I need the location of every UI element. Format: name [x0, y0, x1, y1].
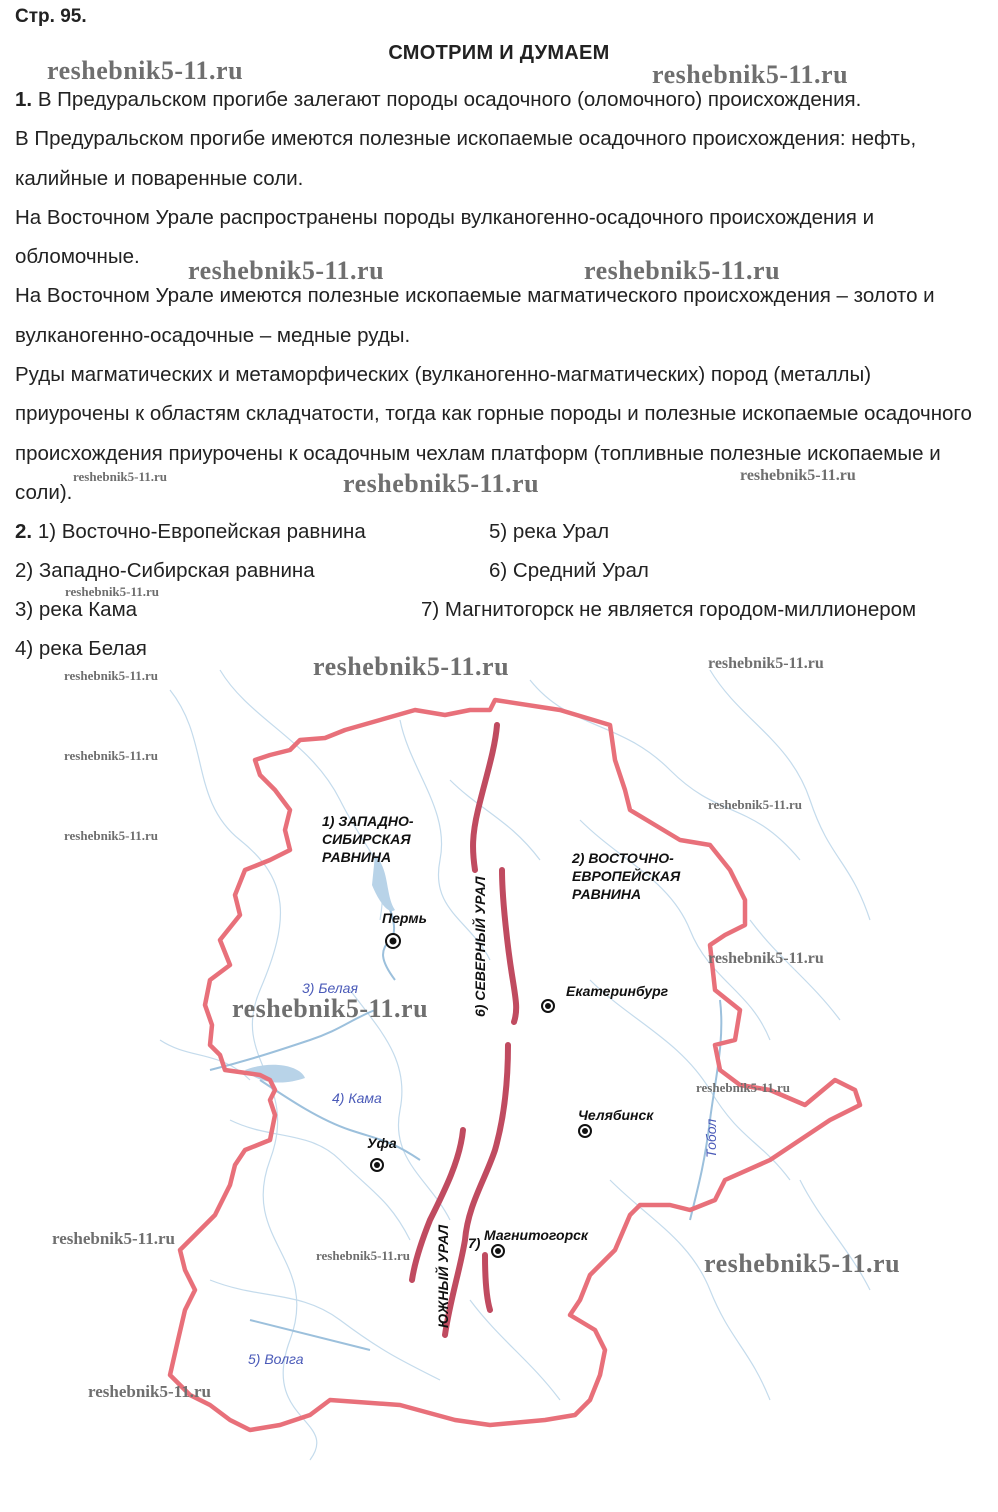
answer-item-2: 2) Западно-Сибирская равнина — [15, 559, 315, 582]
watermark: reshebnik5-11.ru — [708, 797, 803, 812]
page-reference: Стр. 95. — [15, 6, 87, 27]
answer-item-3: 3) река Кама — [15, 598, 138, 621]
ural-ridges — [412, 725, 516, 1335]
city-label-perm: Пермь — [382, 910, 427, 926]
label-south-ural: ЮЖНЫЙ УРАЛ — [435, 1224, 451, 1328]
watermark: reshebnik5-11.ru — [88, 1382, 211, 1401]
ural-region-map — [150, 660, 880, 1470]
answer-item-4: 4) река Белая — [15, 637, 147, 660]
city-marker-dot — [374, 1162, 380, 1168]
watermark: reshebnik5-11.ru — [73, 469, 168, 484]
city-marker-dot — [582, 1128, 588, 1134]
watermark: reshebnik5-11.ru — [65, 584, 160, 599]
label-river-volga: 5) Волга — [248, 1351, 304, 1367]
watermark: reshebnik5-11.ru — [584, 256, 781, 285]
city-label-ufa: Уфа — [367, 1135, 397, 1151]
watermark: reshebnik5-11.ru — [64, 748, 159, 763]
task-1-paragraph-3: На Восточном Урале распространены породы вулканогенно-осадочного происхождения и обломочные. — [15, 205, 875, 269]
city-ufa — [367, 1135, 397, 1171]
watermark: reshebnik5-11.ru — [343, 469, 540, 498]
answer-item-5: 5) река Урал — [489, 520, 610, 543]
label-river-kama: 4) Кама — [332, 1090, 382, 1106]
task-1-paragraph-5: Руды магматических и метаморфических (вулканогенно-магматических) пород (металлы) приурочены к областям складчатости, тогда как горные породы и полезные ископаемые осадочного происхождения приурочены к осадочным чехлам платформ (топливные полезные ископаемые и соли). — [15, 363, 972, 504]
label-east-european-line-1: 2) ВОСТОЧНО- — [572, 850, 674, 866]
label-east-european-line-3: РАВНИНА — [572, 886, 642, 902]
task-2-answer — [15, 512, 990, 668]
task-2-number: 2. — [15, 520, 33, 543]
answer-item-6: 6) Средний Урал — [489, 559, 649, 582]
answer-row — [15, 590, 990, 629]
answer-row — [15, 512, 990, 551]
watermark: reshebnik5-11.ru — [47, 56, 244, 85]
answer-item-1-text: 1) Восточно-Европейская равнина — [37, 520, 366, 543]
city-label-yekaterinburg: Екатеринбург — [566, 983, 669, 999]
label-east-european-line-2: ЕВРОПЕЙСКАЯ — [572, 868, 681, 884]
city-marker-dot — [545, 1003, 551, 1009]
watermark: reshebnik5-11.ru — [64, 668, 159, 683]
city-magnitogorsk — [484, 1227, 589, 1257]
watermark: reshebnik5-11.ru — [232, 994, 429, 1023]
answer-row — [15, 551, 990, 590]
watermark: reshebnik5-11.ru — [652, 60, 849, 89]
watermark: reshebnik5-11.ru — [313, 652, 510, 681]
watermark: reshebnik5-11.ru — [704, 1249, 901, 1278]
watermark: reshebnik5-11.ru — [740, 467, 856, 484]
city-marker-dot — [390, 938, 397, 945]
city-marker-dot — [495, 1248, 501, 1254]
label-north-ural: 6) СЕВЕРНЫЙ УРАЛ — [472, 876, 488, 1017]
task-1-text-1: В Предуральском прогибе залегают породы осадочного (оломочного) происхождения. — [37, 88, 862, 111]
city-label-chelyabinsk: Челябинск — [578, 1107, 654, 1123]
label-magnitogorsk-number: 7) — [468, 1235, 481, 1251]
label-west-siberian-line-3: РАВНИНА — [322, 849, 392, 865]
city-chelyabinsk — [578, 1107, 654, 1137]
plain-label-west-siberian — [322, 813, 414, 865]
city-perm — [382, 910, 427, 948]
label-west-siberian-line-1: 1) ЗАПАДНО- — [322, 813, 414, 829]
answer-item-7: 7) Магнитогорск не является городом-миллионером — [421, 598, 917, 621]
task-1-paragraph-2: В Предуральском прогибе имеются полезные ископаемые осадочного происхождения: нефть, калийные и поваренные соли. — [15, 127, 917, 190]
label-river-tobol: Тобол — [703, 1118, 719, 1158]
task-1-answer — [15, 80, 985, 512]
watermark: reshebnik5-11.ru — [64, 828, 159, 843]
plain-label-east-european — [571, 850, 681, 902]
watermark: reshebnik5-11.ru — [696, 1080, 791, 1095]
label-west-siberian-line-2: СИБИРСКАЯ — [322, 831, 411, 847]
city-label-magnitogorsk: Магнитогорск — [484, 1227, 589, 1243]
label-river-belaya: 3) Белая — [302, 980, 358, 996]
watermark: reshebnik5-11.ru — [52, 1229, 175, 1248]
task-1-number: 1. — [15, 88, 33, 111]
city-yekaterinburg — [542, 983, 669, 1012]
task-1-paragraph-4: На Восточном Урале имеются полезные ископаемые магматического происхождения – золото и вулканогенно-осадочные – медные руды. — [15, 284, 935, 347]
watermark: reshebnik5-11.ru — [708, 655, 824, 672]
watermark: reshebnik5-11.ru — [188, 256, 385, 285]
answer-item-1 — [15, 512, 366, 551]
watermark: reshebnik5-11.ru — [316, 1248, 411, 1263]
section-heading: СМОТРИМ И ДУМАЕМ — [388, 42, 610, 64]
watermark: reshebnik5-11.ru — [708, 950, 824, 967]
